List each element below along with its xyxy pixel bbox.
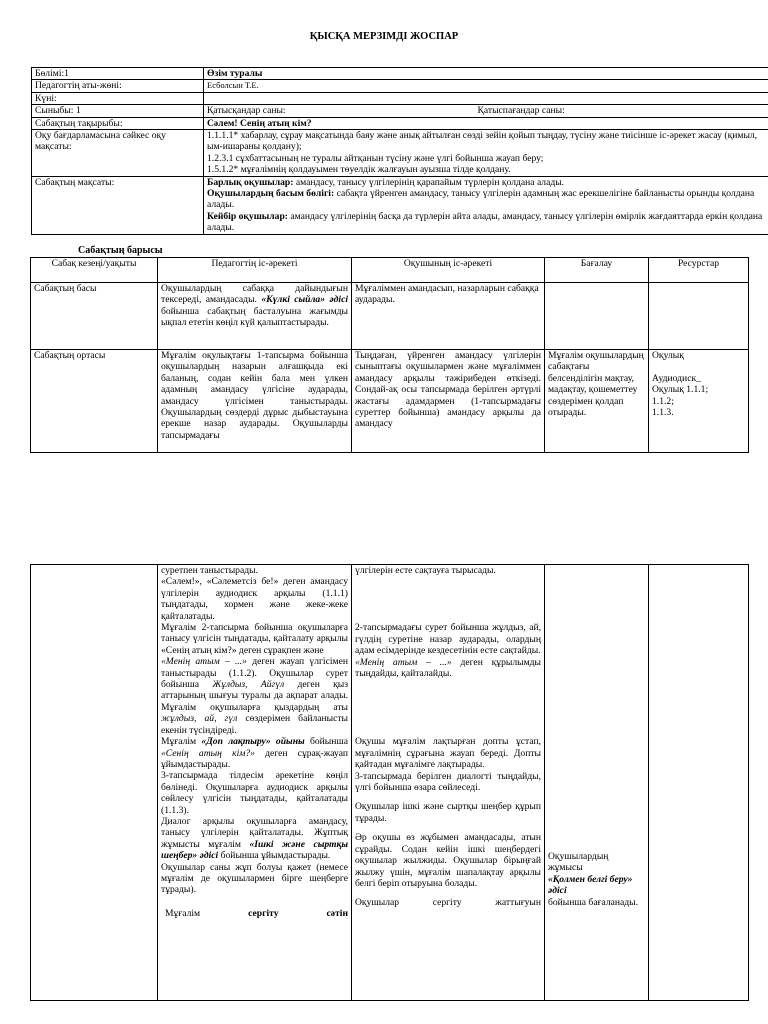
objective-item: 1.1.1.1* хабарлау, сұрау мақсатында баяу және анық айтылған сөзді зейін қойып тыңдау, түсіну және тиісінше іс-әрекет жасау (қимыл, ым-ишараны қолдану);: [207, 130, 758, 153]
table-header-row: [31, 258, 749, 283]
student-activity: үлгілерін есте сақтауға тырысады. 2-тапсырмадағы сурет бойынша жұлдыз, ай, гүлдің суретіне назар аударады, олардың адам есімдерінде кездесетінін есте сақтайды. «Менің атым – ...» деген құрылымды тыңдайды, қайталайды. Оқушы мұғалім лақтырған допты ұстап, мұғалімнің сұрағына жауап береді. Допты қайтадан мұғалімге лақтырады. 3-тапсырмада берілген диалогті тыңдайды, үлгі бойынша өзара сөйлеседі. Оқушылар ішкі және сыртқы шеңбер құрып тұрады. Әр оқушы өз жұбымен амандасады, атын сұрайды. Содан кейін ішкі шеңбердегі оқушылар жылжиды. Оқушылар бірыңғай жылжу үшін, мұғалім шапалақтау арқылы белгі беріп отыруына болады. Оқушылар сергіту жаттығуын: [352, 565, 545, 1001]
teacher-activity: Оқушылардың сабаққа дайындығын тексереді, амандасады. «Күлкі сыйла» әдісі бойынша сабақтың басталуына жағымды ықпал ететін көңіл күй қалыптастырады.: [158, 283, 352, 350]
lesson-table: [30, 257, 749, 453]
row-topic: [32, 117, 768, 129]
method-name: «Ішкі және сыртқы шеңбер» әдісі: [161, 838, 349, 862]
col-teacher: Педагогтің іс-әрекеті: [158, 258, 352, 283]
goal-text: [204, 176, 768, 234]
date-label: Күні:: [32, 92, 204, 104]
objectives-label: Оқу бағдарламасына сәйкес оқу мақсаты:: [32, 130, 204, 177]
goal-all-text: амандасу, танысу үлгілерінің қарапайым түрлерін қолдана алады.: [293, 176, 565, 188]
resources-cell: Оқулық Аудиодиск_ Оқулық 1.1.1; 1.1.2; 1.1.3.: [649, 350, 749, 453]
grade-label: Сыныбы: 1: [32, 105, 204, 117]
stage-middle: Сабақтың ортасы: [31, 350, 158, 453]
row-teacher: [32, 80, 768, 92]
assessment-cell: [545, 283, 649, 350]
teacher-label: Педагогтің аты-жөні:: [32, 80, 204, 92]
row-bolim: [32, 68, 768, 80]
document-title: ҚЫСҚА МЕРЗІМДІ ЖОСПАР: [309, 31, 459, 42]
table-row: [31, 350, 749, 453]
stage-cell: [31, 565, 158, 1001]
teacher-value: Есболсын Т.Е.: [204, 80, 768, 92]
teacher-activity: суретпен таныстырады. «Сәлем!», «Сәлеметсіз бе!» деген амандасу үлгілерін аудиодиск арқылы (1.1.1) тыңдатады, хормен және жеке-жеке қайталатады. Мұғалім 2-тапсырма бойынша оқушыларға танысу үлгісін тыңдатады, қайталату арқылы «Сенің атың кім?» деген сұрақпен және «Менің атым – ...» деген жауап үлгісімен таныстырады (1.1.2). Оқушылар сурет бойынша Жұлдыз, Айгүл деген қыз аттарының шығуы туралы да ақпарат алады. Мұғалім оқушыларға қыздардың аты жұлдыз, ай, гүл сөздерімен байланысты екенін түсіндіреді. Мұғалім «Доп лақтыру» ойыны бойынша «Сенің атың кім?» деген сұрақ-жауап ұйымдастырады. 3-тапсырмада тілдесім әрекетіне көңіл бөлінеді. Оқушыларға аудиодиск арқылы сөйлесу үлгісін тыңдатады, қайталатады (1.1.3). Диалог арқылы оқушыларға амандасу, танысу үлгілерін қайталатады. Жұптық жұмысты мұғалім «Ішкі және сыртқы шеңбер» әдісі бойынша ұйымдастырады. Оқушылар саны жұп болуы қажет (немесе мұғалім де оқушылармен бірге шеңберге тұрады). Мұғалім сергіту сәтін: [158, 565, 352, 1001]
assessment-cell: Мұғалім оқушылардың сабақтағы белсенділігін мақтау, мадақтау, қошеметтеу сөздерімен қолдап отырады.: [545, 350, 649, 453]
bolim-value: Өзім туралы: [204, 68, 768, 80]
student-activity: Мұғаліммен амандасып, назарларын сабаққа аударады.: [352, 283, 545, 350]
stage-start: Сабақтың басы: [31, 283, 158, 350]
lesson-table-continued: [30, 564, 749, 1001]
topic-label: Сабақтың тақырыбы:: [32, 117, 204, 129]
goal-most-label: Оқушылардың басым бөлігі:: [207, 188, 335, 200]
student-activity: Тыңдаған, үйренген амандасу үлгілерін сыныптағы оқушылармен және мұғаліммен амандасу арқылы тәжірибеден өткізеді. Сондай-ақ осы тапсырмада берілген әртүрлі жастағы адамдармен (1-тапсырмадағы суреттер бойынша) амандасу арқылы да амандасу: [352, 350, 545, 453]
assessment-cell: Оқушылардың жұмысы «Қолмен белгі беру» әдісі бойынша бағаланады.: [545, 565, 649, 1001]
goal-some-text: амандасу үлгілерінің басқа да түрлерін айта алады, амандасу, танысу үлгілерін өмірлік жағдаяттарда еркін қолдана алады.: [207, 210, 763, 234]
goal-label: Сабақтың мақсаты:: [32, 176, 204, 234]
bolim-label: Бөлімі:1: [32, 68, 204, 80]
resources-cell: [649, 283, 749, 350]
objective-item: 1.5.1.2* мұғалімнің қолдауымен төуелдік жалғауын ауызша тілде қолдану.: [207, 164, 511, 176]
row-goal: [32, 176, 768, 234]
row-objectives: [32, 130, 768, 177]
absent-label: Қатыспағандар саны:: [477, 105, 565, 117]
method-name: «Күлкі сыйла» әдісі: [261, 294, 348, 306]
table-row: [31, 565, 749, 1001]
teacher-activity: Мұғалім оқулықтағы 1-тапсырма бойынша оқушылардың назарын алғашқыда екі баланың, содан кейін бала мен үлкен адамның амандасу үлгісіне аударады, амандасу үлгісімен таныстырады. Оқушылардың сөздерді дұрыс дыбыстауына ерекше назар аударады. Оқушыларды тапсырмадағы: [158, 350, 352, 453]
section-title: Сабақтың барысы: [78, 245, 163, 256]
topic-value: Сәлем! Сенің атың кім?: [204, 117, 768, 129]
date-value: [204, 92, 768, 104]
goal-some-label: Кейбір оқушылар:: [207, 210, 288, 222]
objectives-list: [204, 130, 768, 177]
method-name: «Доп лақтыру» ойыны: [201, 736, 305, 748]
row-date: [32, 92, 768, 104]
header-table: [31, 67, 768, 235]
row-grade: [32, 105, 768, 117]
col-resources: Ресурстар: [649, 258, 749, 283]
goal-most-text: сабақта үйренген амандасу, танысу үлгілерін адамның жас ерекшелігіне байланысты орынды қолдана алады.: [207, 188, 755, 211]
table-row: [31, 283, 749, 350]
present-label: Қатысқандар саны:: [207, 105, 286, 117]
goal-all-label: Барлық оқушылар:: [207, 176, 294, 188]
objective-item: 1.2.3.1 сұхбаттасының не туралы айтқанын түсіну және үлгі бойынша жауап беру;: [207, 152, 544, 164]
col-student: Оқушының іс-әрекеті: [352, 258, 545, 283]
col-stage: Сабақ кезеңі/уақыты: [31, 258, 158, 283]
col-assessment: Бағалау: [545, 258, 649, 283]
method-name: «Қолмен белгі беру» әдісі: [548, 873, 633, 897]
resources-cell: [649, 565, 749, 1001]
